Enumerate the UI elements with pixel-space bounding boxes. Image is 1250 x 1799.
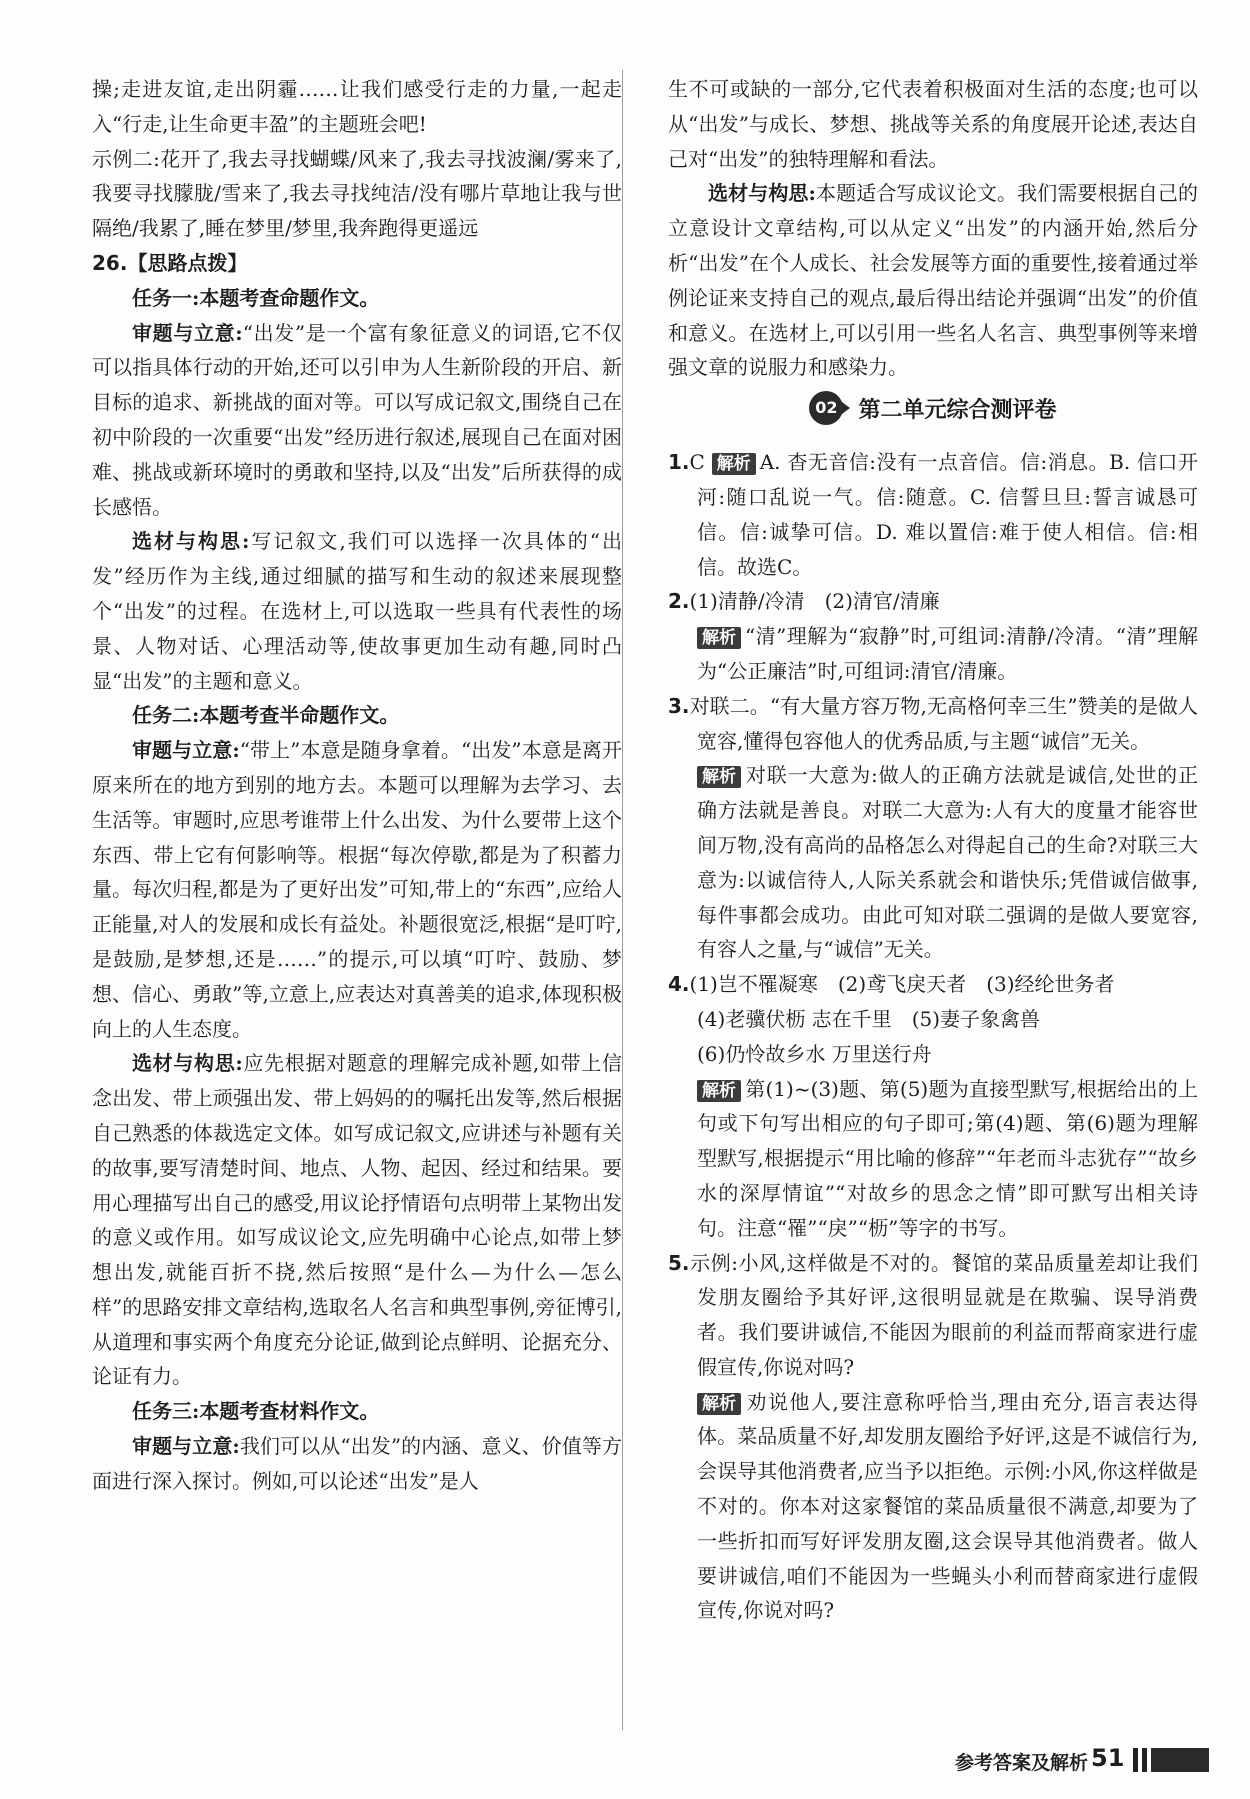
analysis-tag: 解析 — [697, 1080, 741, 1102]
question-5-analysis: 解析 劝说他人,要注意称呼恰当,理由充分,语言表达得体。菜品质量不好,却发朋友圈给予好评,这是不诚信行为,会误导其他消费者,应当予以拒绝。示例:小风,你这样做是不对的。你本对这家餐馆的菜品质量很不满意,却要为了一些折扣而写好评发朋友圈,这会误导其他消费者。做人要讲诚信,咱们不能因为一些蝇头小利而替商家进行虚假宣传,你说对吗? — [697, 1389, 1198, 1623]
footer-bar — [1133, 1748, 1138, 1772]
question-4-answers: (4)老骥伏枥 志在千里 (5)妻子象禽兽 — [697, 1006, 1041, 1031]
example-two: 示例二:花开了,我去寻找蝴蝶/风来了,我去寻找波澜/雾来了,我要寻找朦胧/雪来了,我去寻找纯洁/没有哪片草地让我与世隔绝/我累了,睡在梦里/梦里,我奔跑得更遥远 — [92, 146, 622, 241]
task-three-theme: 审题与立意:我们可以从“出发”的内涵、意义、价值等方面进行深入探讨。例如,可以论述“出发”是人 — [92, 1434, 623, 1493]
analysis-tag: 解析 — [712, 453, 756, 475]
question-2: 2.(1)清静/冷清 (2)清官/清廉 — [668, 589, 940, 614]
footer-bar — [1142, 1748, 1147, 1772]
question-3-analysis: 解析 对联一大意为:做人的正确方法就是诚信,处世的正确方法就是善良。对联二大意为:人有大的度量才能容世间万物,没有高尚的品格怎么对得起自己的生命?对联三大意为:以诚信待人,人际关系就会和谐快乐;凭借诚信做事,每件事都会成功。由此可知对联二强调的是做人要宽容,有容人之量,与“诚信”无关。 — [697, 763, 1198, 962]
question-4-analysis: 解析 第(1)~(3)题、第(5)题为直接型默写,根据给出的上句或下句写出相应的句子即可;第(4)题、第(6)题为理解型默写,根据提示“用比喻的修辞”“年老而斗志犹存”“故乡水的深厚情谊”“对故乡的思念之情”即可默写出相关诗句。注意“罹”“戾”“枥”等字的书写。 — [697, 1076, 1198, 1240]
question-5: 5.示例:小风,这样做是不对的。餐馆的菜品质量差却让我们发朋友圈给予其好评,这很明显就是在欺骗、误导消费者。我们要讲诚信,不能因为眼前的利益而帮商家进行虚假宣传,你说对吗? — [668, 1250, 1198, 1379]
column-divider — [622, 70, 623, 1730]
task-two-heading: 任务二:本题考查半命题作文。 — [132, 703, 400, 728]
hint-label: 【思路点拨】 — [127, 250, 248, 275]
analysis-tag: 解析 — [697, 627, 741, 649]
question-4: 4.(1)岂不罹凝寒 (2)鸢飞戾天者 (3)经纶世务者 — [668, 972, 1115, 997]
question-26-heading — [92, 246, 622, 281]
task-one-heading: 任务一:本题考查命题作文。 — [132, 285, 380, 310]
footer-block — [1151, 1748, 1209, 1772]
section-badge: 02 — [809, 391, 843, 425]
footer-label: 参考答案及解析 — [955, 1752, 1089, 1774]
task-one-theme: 审题与立意:“出发”是一个富有象征意义的词语,它不仅可以指具体行动的开始,还可以引申为人生新阶段的开启、新目标的追求、新挑战的面对等。可以写成记叙文,围绕自己在初中阶段的一次重要“出发”经历进行叙述,展现自己在面对困难、挑战或新环境时的勇敢和坚持,以及“出发”后所获得的成长感悟。 — [92, 320, 622, 519]
task-two-theme: 审题与立意:“带上”本意是随身拿着。“出发”本意是离开原来所在的地方到别的地方去。本题可以理解为去学习、去生活等。审题时,应思考谁带上什么出发、为什么要带上这个东西、带上它有何影响等。根据“每次停歇,都是为了积蓄力量。每次归程,都是为了更好出发”可知,带上的“东西”,应给人正能量,对人的发展和成长有益处。补题很宽泛,根据“是叮咛,是鼓励,是梦想,还是……”的提示,可以填“叮咛、鼓励、梦想、信心、勇敢”等,立意上,应表达对真善美的追求,体现积极向上的人生态度。 — [92, 738, 622, 1041]
task-one-material: 选材与构思:写记叙文,我们可以选择一次具体的“出发”经历作为主线,通过细腻的描写和生动的叙述来展现整个“出发”的过程。在选材上,可以选取一些具有代表性的场景、人物对话、心理活动等,使故事更加生动有趣,同时凸显“出发”的主题和意义。 — [92, 529, 622, 693]
right-column — [668, 72, 1198, 1628]
task-three-continuation: 生不可或缺的一部分,它代表着积极面对生活的态度;也可以从“出发”与成长、梦想、挑战等关系的角度展开论述,表达自己对“出发”的独特理解和看法。 — [668, 77, 1198, 171]
task-three-heading: 任务三:本题考查材料作文。 — [132, 1399, 380, 1424]
task-three-material: 选材与构思:本题适合写成议论文。我们需要根据自己的立意设计文章结构,可以从定义“出发”的内涵开始,然后分析“出发”在个人成长、社会发展等方面的重要性,接着通过举例论证来支持自己的观点,最后得出结论并强调“出发”的价值和意义。在选材上,可以引用一些名人名言、典型事例等来增强文章的说服力和感染力。 — [668, 181, 1199, 380]
task-two-material: 选材与构思:应先根据对题意的理解完成补题,如带上信念出发、带上顽强出发、带上妈妈的的嘱托出发等,然后根据自己熟悉的体裁选定文体。如写成记叙文,应讲述与补题有关的故事,要写清楚时间、地点、人物、起因、经过和结果。要用心理描写出自己的感受,用议论抒情语句点明带上某物出发的意义或作用。如写成议论文,应先明确中心论点,如带上梦想出发,就能百折不挠,然后按照“是什么—为什么—怎么样”的思路安排文章结构,选取名人名言和典型事例,旁征博引,从道理和事实两个角度充分论证,做到论点鲜明、论据充分、论证有力。 — [92, 1051, 623, 1389]
question-4-answers-2: (6)仍怜故乡水 万里送行舟 — [697, 1041, 932, 1066]
question-2-analysis: 解析 “清”理解为“寂静”时,可组词:清静/冷清。“清”理解为“公正廉洁”时,可组词:清官/清廉。 — [697, 624, 1198, 683]
question-number: 26. — [92, 250, 128, 275]
question-3: 3.对联二。“有大量方容万物,无高格何幸三生”赞美的是做人宽容,懂得包容他人的优秀品质,与主题“诚信”无关。 — [668, 693, 1198, 753]
answer-continuation: 操;走进友谊,走出阴霾……让我们感受行走的力量,一起走入“行走,让生命更丰盈”的主题班会吧! — [92, 77, 622, 136]
analysis-tag: 解析 — [697, 766, 741, 788]
section-title: 第二单元综合测评卷 — [858, 397, 1057, 423]
section-heading — [668, 391, 1198, 429]
analysis-tag: 解析 — [697, 1393, 741, 1415]
left-column — [92, 72, 622, 1499]
answer: C — [689, 450, 705, 475]
question-1: 1.C 解析 A. 杳无音信:没有一点音信。信:消息。B. 信口开河:随口乱说一气。信:随意。C. 信誓旦旦:誓言诚恳可信。信:诚挚可信。D. 难以置信:难于使人相信。信:相信。故选C。 — [668, 450, 1199, 579]
page-number: 51 — [1091, 1744, 1125, 1772]
